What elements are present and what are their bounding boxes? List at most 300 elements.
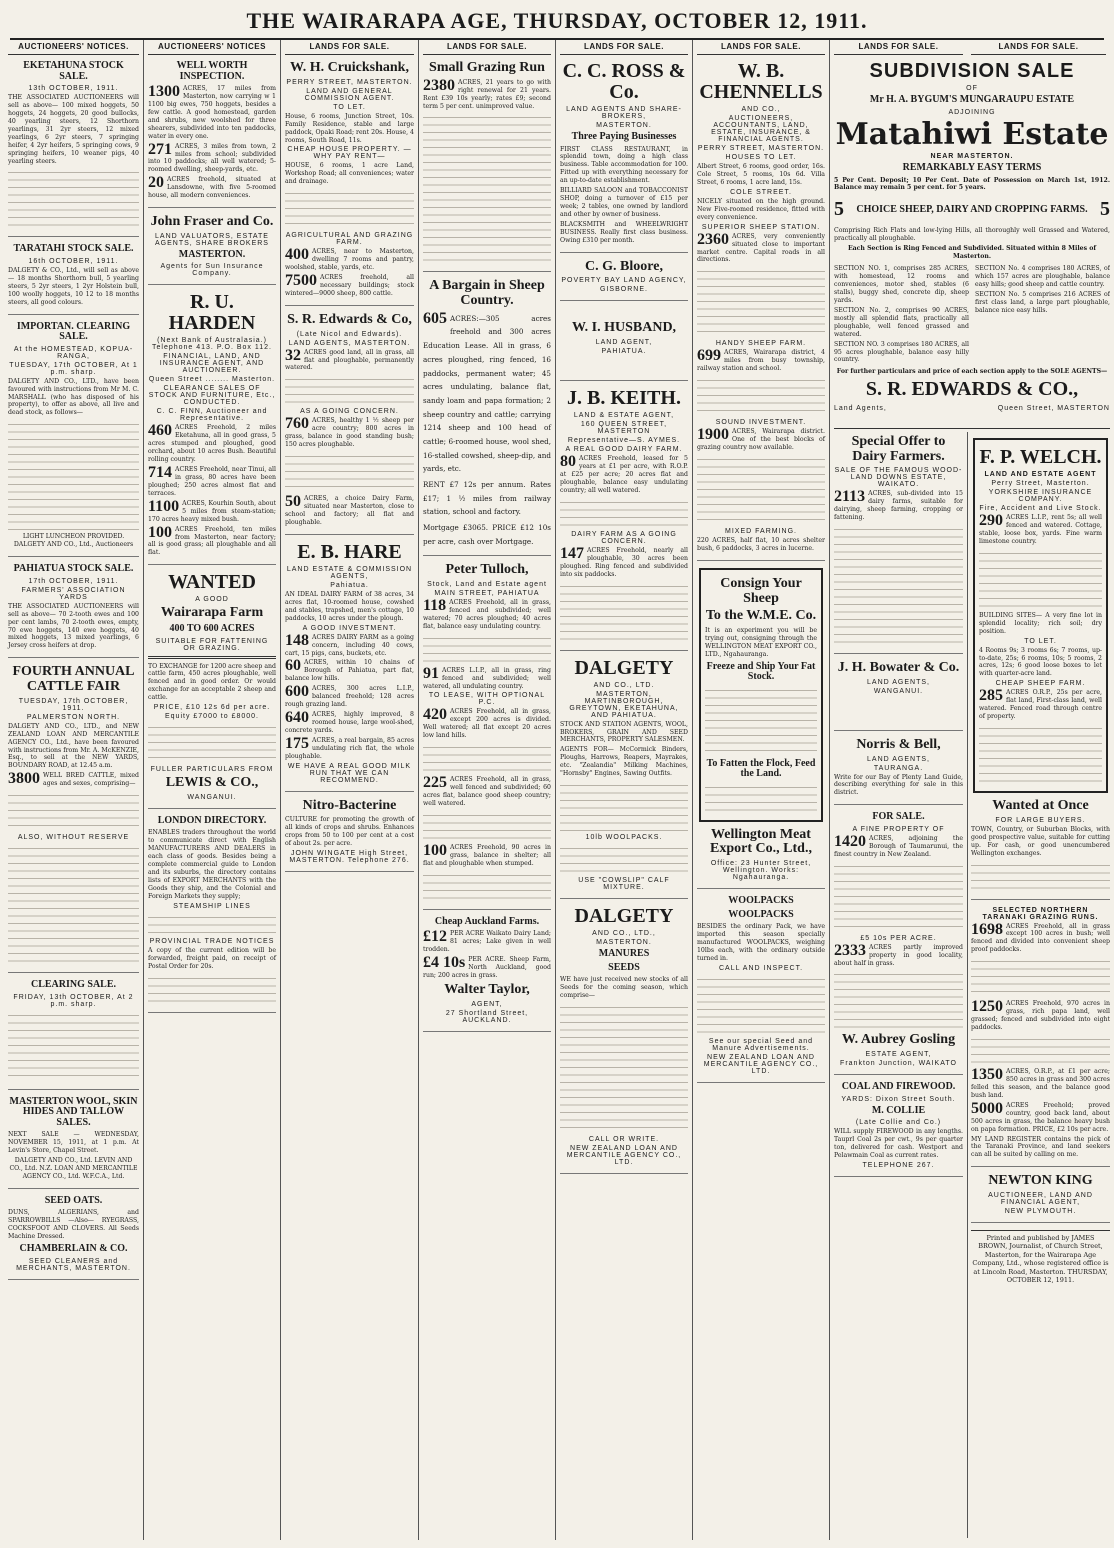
ad-town: NEW PLYMOUTH.	[1004, 1208, 1077, 1215]
ad-heading: CLEARING SALE.	[30, 979, 117, 991]
ad-heading: SUBDIVISION SALE	[869, 60, 1075, 82]
advertiser-name: W. I. HUSBAND,	[571, 320, 677, 336]
ad-for-sale-taumarunui	[834, 812, 963, 1075]
acreage-figure: 32	[285, 346, 301, 364]
acreage-figure: 7500	[285, 272, 317, 290]
ad-eketahuna-stock-sale	[8, 61, 139, 237]
ad-heading: SELECTED NORTHERN TARANAKI GRAZING RUNS.	[982, 906, 1099, 921]
ad-text: WELL BRED CATTLE, mixed ages and sexes, comprising—	[43, 772, 139, 788]
ad-text: NEXT SALE — WEDNESDAY, NOVEMBER 15, 1911, at 1 p.m. At Levin's Store, Chapel Street.	[8, 1131, 139, 1155]
section-3: SECTION NO. 3 comprises 180 ACRES, all 95 acres ploughable, balance easy hilly country.	[834, 340, 969, 364]
ad-woolpacks	[697, 896, 825, 1083]
column-5-heading: LANDS FOR SALE.	[560, 40, 688, 55]
ad-subheading: MIXED FARMING.	[725, 528, 797, 535]
ad-subheading: AS A GOING CONCERN.	[300, 408, 399, 416]
ad-text: House, 6 rooms, Junction Street, 10s. Family Residence, stable and large paddock, Opaki Road; rent 20s. House, 4 rooms, South Road, 11s.	[285, 112, 414, 144]
ad-heading: EKETAHUNA STOCK SALE.	[23, 60, 124, 82]
acreage-figure: 714	[148, 464, 172, 481]
ad-rent: RENT £7 12s per annum. Rates £17; 1 ½ miles from railway station, school and factory.	[423, 479, 551, 517]
acreage-figure: 1300	[148, 83, 180, 100]
column-2-heading: AUCTIONEERS' NOTICES	[148, 40, 276, 55]
ad-text: ACRES Freehold; proved country, good back land, about 500 acres in grass, the balance heavy bush on papa formation. PRICE, £2 10s per acre.	[971, 1101, 1110, 1133]
acreage-figure: 118	[423, 596, 447, 614]
advertiser-name: F. P. WELCH.	[979, 446, 1102, 468]
ad-dalgety	[560, 658, 688, 900]
acreage-figure: 699	[697, 347, 721, 365]
ad-wanted-at-once	[971, 799, 1110, 899]
ad-address: MAIN STREET, PAHIATUA	[434, 589, 540, 597]
ad-subheading: Freeze and Ship Your Fat Stock.	[706, 660, 816, 683]
ad-date: TUESDAY, 17th OCTOBER, 1911.	[18, 697, 129, 712]
column-3-heading: LANDS FOR SALE.	[285, 40, 414, 55]
ad-seed-oats	[8, 1196, 139, 1280]
ad-address: Office: 23 Hunter Street, Wellington. Works: Ngahauranga.	[710, 860, 812, 882]
ad-place: PALMERSTON NORTH.	[26, 713, 121, 721]
ad-subheading: AUCTIONEER, LAND AND FINANCIAL AGENT,	[988, 1192, 1093, 1206]
ad-subheading: To Fatten the Flock, Feed the Land.	[706, 757, 816, 780]
column-5	[556, 40, 693, 1540]
ad-text: TOWN, Country, or Suburban Blocks, with good prospective value, suitable for cutting up. For cash, or good unencumbered Wellington exchanges.	[971, 825, 1110, 857]
advertiser-name: C. G. Bloore,	[585, 258, 663, 274]
ad-text: ACRES, highly improved, 8 roomed house, large wool-shed, concrete yards.	[285, 711, 414, 734]
column-3	[281, 40, 419, 1540]
ad-date: TUESDAY, 17th OCTOBER, At 1 p.m. sharp.	[9, 361, 138, 376]
advertiser-name: W. H. Cruickshank,	[290, 60, 409, 75]
ad-footer: See our special Seed and Manure Advertisements.	[708, 1037, 814, 1052]
ad-text: STOCK AND STATION AGENTS, WOOL, BROKERS, GRAIN AND SEED MERCHANTS, PROPERTY SALESMEN.	[560, 720, 688, 744]
ad-fp-welch	[973, 438, 1108, 793]
small-print	[8, 1011, 139, 1081]
ad-text: ACRES, 21 years to go with right renewal for 21 years. Rent £39 10s yearly; rates £9; second term 5 per cent. unimproved value.	[423, 78, 551, 110]
ad-text: PER ACRE Waikato Dairy Land; 81 acres; Lake given in well trodden.	[423, 930, 551, 954]
ad-text: ACRES L.I.P., all in grass, ring fenced and subdivided; well watered, all undulating country.	[423, 666, 551, 690]
agent-address: Queen Street, MASTERTON	[997, 405, 1110, 413]
ad-subheading: AND CO.,	[741, 106, 781, 113]
ad-text: ACRES, a choice Dairy Farm, situated near Masterton, close to school and factory; all flat and ploughable.	[285, 495, 414, 526]
advertiser-name: E. B. HARE	[297, 540, 402, 563]
price-figure: £4 10s	[423, 954, 466, 972]
ad-subheading: 10lb WOOLPACKS.	[585, 834, 663, 842]
small-print	[423, 743, 551, 773]
estate-name: Matahiwi Estate	[835, 116, 1109, 152]
ad-text: ACRES:—305 acres freehold and 300 acres Education Lease. All in grass, 6 acres ploughed, ring fenced, 16 paddocks, permanent water; 45 acres undulating, balance flat, sandy loam and papa formation; 2 sheep country and cattle; carrying 1214 sheep and 100 head of cattle; 6-roomed house, wool shed, 16-stalled cowshed, sheep-dip, and yards, etc.	[423, 313, 551, 474]
ad-heading: Wanted at Once	[992, 798, 1089, 814]
ad-text: WE have just received new stocks of all Seeds for the coming season, which comprise—	[560, 976, 688, 999]
ad-branches: MASTERTON, MARTINBOROUGH, GREYTOWN, EKETAHUNA, AND PAHIATUA.	[569, 690, 679, 719]
ad-heading: TARATAHI STOCK SALE.	[13, 243, 134, 255]
ad-text: Comprising Rich Flats and low-lying Hills, all thoroughly well Grassed and Watered, practically all ploughable.	[834, 227, 1110, 243]
small-print	[423, 634, 551, 664]
ad-text: TO EXCHANGE for 1200 acre sheep and cattle farm, 450 acres ploughable, well fenced and in good order. Or would exchange for an acceptable 2 sheep and cattle.	[148, 662, 276, 702]
ad-harden	[148, 292, 276, 565]
ad-bowater	[834, 661, 963, 731]
ad-payment-terms: 5 Per Cent. Deposit; 10 Per Cent. Date of Possession on March 1st, 1912. Balance may remain 5 per cent. for 5 years.	[834, 176, 1110, 192]
ad-text: ACRES, Wairarapa district, 4 miles from busy township, railway station and school.	[697, 349, 825, 373]
small-print	[560, 582, 688, 642]
ad-text: ACRES Freehold, near Tinui, all in grass, 80 acres have been ploughed; 250 acres almost flat and terraces.	[148, 466, 276, 497]
advertiser-name: Walter Taylor,	[444, 981, 530, 997]
acreage-figure: 460	[148, 422, 172, 440]
ad-text: BLACKSMITH and WHEELWRIGHT BUSINESS. Really first class business. Owing £310 per month.	[560, 220, 688, 244]
ad-role: FINANCIAL, LAND, AND INSURANCE AGENT, AND AUCTIONEER.	[159, 353, 265, 375]
ad-date: 13th OCTOBER, 1911.	[28, 85, 119, 92]
ad-heading: WOOLPACKS	[728, 908, 794, 920]
ad-telephone: TELEPHONE 267.	[862, 1161, 935, 1169]
ad-heading: A Bargain in Sheep Country.	[429, 278, 545, 309]
ad-address: PERRY STREET, MASTERTON.	[697, 145, 825, 152]
ad-town: GISBORNE.	[600, 286, 648, 294]
ad-subdivision-sale	[834, 58, 1110, 428]
publisher-imprint: Printed and published by JAMES BROWN, Journalist, of Church Street, Masterton, for the Wairarapa Age Company, Ltd., whose registered office is at Lincoln Road, Masterton. THURSDAY, OCTOBER 12, 1911.	[971, 1230, 1110, 1285]
ad-text: AN IDEAL DAIRY FARM of 38 acres, 34 acres flat, 10-roomed house, cowshed and stables, trapshed, men's cottage, 10 paddocks, 10 acres under the plough.	[285, 590, 414, 622]
ad-subheading: LAND ESTATE & COMMISSION AGENTS,	[286, 565, 413, 580]
acreage-figure: 3800	[8, 770, 40, 788]
ad-wme-consign	[699, 568, 823, 822]
ad-footer: SEED CLEANERS and MERCHANTS, MASTERTON.	[16, 1257, 131, 1272]
ad-text: ACRES, 300 acres L.I.P., balanced freehold; 128 acres rough grazing land.	[285, 685, 414, 709]
ad-heading: Cheap Auckland Farms.	[434, 915, 540, 927]
small-print	[285, 189, 414, 229]
ad-subheading: SALE OF THE FAMOUS WOOD-LAND DOWNS ESTATE, WAIKATO.	[834, 467, 963, 489]
ad-subheading: AND CO., LTD.,	[592, 930, 656, 938]
ad-representative: Representative—S. AYMES.	[567, 437, 681, 445]
acreage-figure: 1100	[148, 497, 180, 515]
small-print	[560, 844, 688, 874]
ad-price: PRICE, £10 12s 6d per acre.	[153, 704, 271, 712]
ad-address: Queen Street ........ Masterton.	[148, 376, 276, 384]
five-figure: 5	[834, 198, 844, 221]
column-7-lower	[834, 432, 968, 1538]
ad-heading: WOOLPACKS	[728, 895, 794, 907]
ad-text: ACRES Freehold, all in grass except 100 acres in bush; well fenced and divided into convenient sheep proof paddocks.	[971, 922, 1110, 954]
acreage-figure: 2113	[834, 488, 866, 506]
small-print	[423, 871, 551, 901]
small-print	[697, 267, 825, 337]
ad-heading: FOURTH ANNUAL CATTLE FAIR	[12, 664, 135, 694]
ad-text: ENABLES traders throughout the world to communicate direct with English MANUFACTURERS AND DEALERS in each class of goods. Besides being a complete commercial guide to London and its suburbs, the directory contains lists of EXPORT MERCHANTS with the Goods they ship, and the Colonial and Foreign Markets they supply;	[148, 829, 276, 900]
ad-text: A copy of the current edition will be forwarded, freight paid, on receipt of Postal Order for 20s.	[148, 946, 276, 970]
acreage-figure: 80	[560, 453, 576, 471]
ad-text: WILL supply FIREWOOD in any lengths. Tauprl Coal 2s per cwt., 9s per quarter ton, delivered for cash. Westport and Pelawmain Coal as current rates.	[834, 1128, 963, 1159]
ad-subheading: LAND AGENTS, MASTERTON.	[288, 339, 411, 347]
ad-london-directory	[148, 816, 276, 1013]
ad-clearing-sale	[8, 322, 139, 558]
ad-heading: MASTERTON WOOL, SKIN HIDES AND TALLOW SALES.	[9, 1095, 138, 1128]
small-print	[560, 498, 688, 528]
acreage-figure: 1698	[971, 920, 1003, 938]
ad-text: DALGETY & CO., Ltd., will sell as above— 18 months Shorthorn bull, 5 yearling steers, 5 2yr steers, 1 2yr Holstein bull, 100 woolly hoggets, 10 12 to 18 months steers, all good colours.	[8, 266, 139, 306]
ad-newton-king	[971, 1174, 1110, 1223]
ad-text: ACRES, adjoining the Borough of Taumarunui, the finest country in New Zealand.	[834, 834, 963, 858]
ad-heading: FOR SALE.	[872, 811, 925, 823]
ad-subheading: LAND & ESTATE AGENT,	[573, 412, 675, 420]
ad-subheading: At the HOMESTEAD, KOPUA-RANGA,	[13, 345, 134, 360]
column-1	[4, 40, 144, 1540]
ad-address: 160 QUEEN STREET, MASTERTON	[580, 421, 668, 436]
ad-insurance: YORKSHIRE INSURANCE COMPANY.	[988, 489, 1093, 503]
advertiser-name: J. H. Bowater & Co.	[837, 660, 960, 676]
ad-coal-firewood	[834, 1082, 963, 1177]
ad-heading: LONDON DIRECTORY.	[157, 814, 267, 826]
ad-town: MASTERTON.	[596, 122, 652, 129]
ad-subheading: TO LET.	[1024, 637, 1057, 645]
ad-wanted-farm	[148, 572, 276, 809]
small-print	[560, 781, 688, 831]
small-print	[705, 783, 817, 813]
ad-text: ACRES Freehold, ten miles from Masterton, near factory; all is good grass; all ploughable and all flat.	[148, 525, 276, 557]
ad-date: 17th OCTOBER, 1911.	[28, 577, 119, 585]
ad-signature: JOHN WINGATE High Street, MASTERTON. Telephone 276.	[289, 850, 410, 865]
ad-heading: Small Grazing Run	[429, 60, 545, 75]
ad-text: ACRES partly improved property in good locality, about half in grass.	[834, 943, 963, 967]
ad-heading: WANTED	[168, 571, 256, 594]
ad-sr-edwards	[285, 313, 414, 535]
ad-subheading: CHEAP SHEEP FARM.	[995, 680, 1086, 688]
ad-text: ACRES, sub-divided into 15 dairy farms, suitable for dairying, sheep farming, cropping or fattening.	[834, 490, 963, 522]
acreage-figure: 285	[979, 687, 1003, 705]
ad-date: 16th OCTOBER, 1911.	[28, 257, 119, 265]
acreage-figure: 600	[285, 683, 309, 701]
ad-text: ACRES Freehold, 90 acres in grass, balance in shelter; all flat and ploughable when stumped.	[423, 843, 551, 867]
ad-text: 4 Rooms 9s; 3 rooms 6s; 7 rooms, up-to-date, 25s; 6 rooms, 10s; 5 rooms, 2 acres, 12s; 6 good loose boxes to let with quarter-acre land.	[979, 646, 1102, 678]
ad-address: PERRY STREET, MASTERTON.	[286, 78, 413, 86]
ad-address: Frankton Junction, WAIKATO	[840, 1060, 957, 1068]
acreage-figure: 147	[560, 544, 584, 562]
acreage-figure: 605	[423, 309, 447, 327]
ad-subheading: HANDY SHEEP FARM.	[715, 340, 807, 348]
ad-subheading: SUPERIOR SHEEP STATION.	[701, 223, 821, 231]
acreage-figure: 1900	[697, 426, 729, 444]
section-2: SECTION No. 2, comprises 90 ACRES, mostly all splendid flats, practically all ploughable, well fenced grassed and watered.	[834, 306, 969, 338]
ad-text: ACRES, very conveniently situated close to important market centre. Capital roads in all directions.	[697, 232, 825, 264]
small-print	[148, 974, 276, 1004]
small-print	[697, 376, 825, 416]
ad-range: 400 TO 600 ACRES	[169, 623, 255, 634]
ad-auckland-farms	[423, 917, 551, 1032]
ad-subheading: LAND AGENT,	[595, 339, 653, 347]
spanning-rule	[834, 428, 1110, 429]
ad-subheading: FOR LARGE BUYERS.	[995, 816, 1086, 824]
ad-town: Pahiatua.	[330, 581, 369, 589]
ad-signature: NEW ZEALAND LOAN AND MERCANTILE AGENCY CO., LTD.	[566, 1144, 682, 1166]
small-print	[697, 455, 825, 525]
ad-text: DUNS, ALGERIANS, and SPARROWBILLS —Also— RYEGRASS, COCKSFOOT AND CLOVERS. All Seeds Machine Dressed.	[8, 1209, 139, 1241]
ad-subheading: TO LET.	[333, 103, 366, 111]
ad-footer: LIGHT LUNCHEON PROVIDED. DALGETY AND CO., Ltd., Auctioneers	[13, 533, 134, 549]
ad-text: BUILDING SITES— A very fine lot in splendid locality; rich soil; dry position.	[979, 611, 1102, 635]
ad-subheading: Fire, Accident and Live Stock.	[979, 505, 1102, 512]
ad-text: ACRES Freehold, 970 acres in grass, rich papa land, well grassed; fenced and subdivided into eight paddocks.	[971, 1000, 1110, 1032]
acreage-figure: 1250	[971, 998, 1003, 1016]
small-print	[285, 452, 414, 492]
ad-eb-hare	[285, 542, 414, 792]
ad-cruickshank	[285, 61, 414, 306]
ad-text: THE ASSOCIATED AUCTIONEERS will sell as above— 100 mixed hoggets, 50 hoggets, 24 hoggets, 20 good bullocks, 40 yearling steers, 12 Shorthorn yearlings, 31 2yr steers, 12 mixed yearlings, 6 2yr steers, 7 springing heifer, 4 2yr heifers, 5 springing cows, 9 springing heifers, 10 weaner pigs, 40 yearling steers.	[8, 94, 139, 165]
ad-text: BESIDES the ordinary Pack, we have imported this season specially manufactured WOOLPACKS, weighing 10lbs each, with the ordinary outside turned in.	[697, 923, 825, 962]
ad-footer: WE HAVE A REAL GOOD MILK RUN THAT WE CAN RECOMMEND.	[287, 762, 412, 784]
ad-text: ACRES Freehold, 2 miles Eketahuna, all in good grass, 5 acres stumped and ploughed, good orchard, about 10 acres Bush. Beautiful rolling country.	[148, 424, 276, 464]
ad-subheading: CHOICE SHEEP, DAIRY AND CROPPING FARMS.	[856, 203, 1088, 215]
advertiser-name: W. Aubrey Gosling	[841, 1032, 956, 1048]
ad-subheading: LAND AND ESTATE AGENT	[984, 471, 1097, 478]
acreage-figure: 290	[979, 512, 1003, 529]
ad-text: Write for our Bay of Plenty Land Guide, describing everything for sale in this district.	[834, 773, 963, 797]
ad-heading: SEED OATS.	[44, 1194, 103, 1206]
ad-text: ACRES, healthy 1 ½ sheep per acre country; 800 acres in grass, balance in good standing bush; 150 acres ploughable.	[285, 417, 414, 449]
ad-heading: SEEDS	[608, 961, 640, 973]
advertiser-name: NEWTON KING	[988, 1173, 1093, 1189]
ad-subheading: Stock, Land and Estate agent	[427, 580, 547, 588]
ad-choice-banner	[834, 196, 1110, 223]
ad-text: It is an experiment you will be trying out, consigning through the WELLINGTON MEAT EXPORT CO., LTD., Ngahauranga.	[705, 626, 817, 658]
ad-text: ACRES Freehold, all in grass, fenced and subdivided; well watered; 70 acres ploughed; 40 acres flat, balance easy undulating country.	[423, 598, 551, 630]
ad-chennells	[697, 61, 825, 561]
divider	[148, 656, 276, 659]
ad-subheading: LAND AGENTS,	[867, 678, 930, 686]
column-4	[419, 40, 556, 1540]
acreage-figure: 420	[423, 706, 447, 724]
advertiser-name: C. C. ROSS & Co.	[562, 60, 686, 103]
advertiser-name: LEWIS & CO.,	[165, 775, 259, 791]
advertiser-name: CHAMBERLAIN & CO.	[19, 1243, 128, 1255]
column-4-heading: LANDS FOR SALE.	[423, 40, 551, 55]
ad-heading: To the W.M.E. Co.	[705, 608, 817, 624]
acreage-figure: 20	[148, 174, 164, 192]
ad-mortgage: Mortgage £3065. PRICE £12 10s per acre, cash over Mortgage.	[423, 522, 551, 546]
ad-heading: MANURES	[598, 948, 650, 960]
ad-john-fraser	[148, 215, 276, 285]
ad-text: Albert Street, 6 rooms, good order, 16s. Cole Street, 5 rooms, 10s 6d. Villa Street, 6 rooms, 1 acre land, 15s.	[697, 163, 825, 186]
ad-text: ACRES L.I.P., rent 5s; all well fenced and watered. Cottage, stable, loose box, yards. Fine warm limestone country.	[979, 514, 1102, 545]
ad-subheading: TO LEASE, WITH OPTIONAL P.C.	[428, 692, 546, 707]
column-6	[693, 40, 830, 1540]
ad-peter-tulloch	[423, 563, 551, 910]
ad-subheading: CHEAP HOUSE PROPERTY. —WHY PAY RENT—	[287, 146, 412, 161]
ad-jb-keith	[560, 388, 688, 650]
ad-terms: REMARKABLY EASY TERMS	[902, 162, 1042, 173]
ad-text: ACRES Freehold, leased for 5 years at £1 per acre, with R.O.P. at £25 per acre; 20 acres flat and ploughable, balance easy undulating country; all well watered.	[560, 455, 688, 494]
ad-town: MASTERTON.	[178, 248, 246, 260]
small-print	[971, 957, 1110, 997]
price-figure: £12	[423, 928, 447, 946]
column-1-heading: AUCTIONEERS' NOTICES.	[8, 40, 139, 55]
ad-subheading: SUITABLE FOR FATTENING OR GRAZING.	[155, 637, 269, 652]
ad-text: ACRES, 17 miles from Masterton, now carrying w 1 1100 big ewes, 750 hoggets, besides a few cattle. A good homestead, garden and shrubs, new woolshed for three shearers, subdivided into ten paddocks, water in every one.	[148, 85, 276, 140]
agent-name: S. R. EDWARDS & CO.,	[865, 378, 1079, 401]
sections-grid	[834, 263, 1110, 366]
small-print	[971, 861, 1110, 891]
ad-equity: Equity £7000 to £8000.	[164, 713, 259, 721]
ad-heading: Nitro-Bacterine	[302, 797, 397, 813]
ad-subheading: ALSO, WITHOUT RESERVE	[17, 834, 130, 842]
ad-footer: Agents for Sun Insurance Company.	[160, 263, 264, 278]
ad-text: DALGETY AND CO., LTD., and NEW ZEALAND LOAN AND MERCANTILE AGENCY CO., Ltd., have been favoured with instructions from Mr. A. McKENZIE, Esq., to sell at the NEW YARDS, BOUNDARY ROAD, at 12.45 a.m.	[8, 722, 139, 770]
ad-nitro-bacterine	[285, 799, 414, 872]
small-print	[148, 723, 276, 763]
column-2	[144, 40, 281, 1540]
column-7-heading: LANDS FOR SALE.	[834, 40, 963, 55]
ad-text: ACRES Freehold, all in grass, well fenced and subdivided; 60 acres flat, balance good sheep country; well watered.	[423, 776, 551, 808]
ad-text: FIRST CLASS RESTAURANT, in splendid town, doing a high class business. Table accommodation for 100. Fitted up with everything necessary for an up-to-date establishment.	[560, 145, 688, 185]
ad-text: ACRES DAIRY FARM as a going concern, including 40 cows, cart, 15 pigs, cans, buckets, etc.	[285, 633, 414, 657]
small-print	[8, 791, 139, 831]
ad-agents: AGENTS FOR— McCormick Binders, Ploughs, Harrows, Reapers, Mayrakes, etc. "Zealandia" Milking Machines, "Hornsby" Engines, Sawing Outfits.	[560, 746, 688, 778]
section-1: SECTION NO. 1, comprises 285 ACRES, with homestead, 12 rooms and conveniences, motor shed, stables (6 stalls), buggy shed, concrete dip, sheep yards.	[834, 265, 969, 304]
ad-town: WANGANUI.	[187, 793, 237, 801]
ad-subheading: HOUSES TO LET.	[725, 154, 797, 161]
ad-dalgety-seeds	[560, 906, 688, 1174]
agent-footer	[834, 403, 1110, 414]
acreage-figure: 760	[285, 415, 309, 433]
ad-subheading: (Next Bank of Australasia.) Telephone 413. P.O. Box 112.	[152, 337, 272, 352]
small-print	[560, 1003, 688, 1133]
ad-role: ESTATE AGENT,	[865, 1051, 932, 1059]
acreage-figure: 175	[285, 734, 309, 752]
ad-text: MY LAND REGISTER contains the pick of the Taranaki Province, and land seekers can all be suited by calling on me.	[971, 1135, 1110, 1159]
ad-agent: C. C. FINN, Auctioneer and Representative.	[156, 408, 268, 423]
ad-text: CULTURE for promoting the growth of all kinds of crops and shrubs. Enhances crops from 50 to 100 per cent at a cost of about 2s. per acre.	[285, 816, 414, 848]
column-8-lower	[971, 432, 1110, 1538]
ad-special-offer	[834, 435, 963, 654]
ad-footer: CALL OR WRITE.	[588, 1135, 660, 1143]
small-print	[971, 1035, 1110, 1065]
ad-title: Wairarapa Farm	[160, 605, 264, 621]
ad-subheading: YARDS: Dixon Street South.	[841, 1095, 956, 1103]
ad-well-worth-inspection	[148, 61, 276, 208]
ad-heading: PAHIATUA STOCK SALE.	[13, 563, 134, 575]
section-4: SECTION No. 4 comprises 180 ACRES, of which 157 acres are ploughable, balance easy hills; good sheep and cattle country.	[975, 265, 1110, 288]
acreage-figure: 1420	[834, 832, 866, 850]
advertiser-name: R. U. HARDEN	[168, 291, 256, 335]
ad-subheading: A REAL GOOD DAIRY FARM.	[565, 446, 683, 454]
small-print	[8, 844, 139, 964]
acreage-figure: 640	[285, 709, 309, 727]
ad-subheading: AGRICULTURAL AND GRAZING FARM.	[285, 232, 414, 247]
ad-heading: Consign Your Sheep	[720, 575, 802, 606]
ad-address: 27 Shortland Street, AUCKLAND.	[445, 1009, 529, 1024]
advertiser-name: W. B. CHENNELLS	[699, 60, 823, 103]
ad-subheading: A GOOD	[195, 596, 229, 604]
advertiser-name: Peter Tulloch,	[445, 562, 529, 578]
advertiser-name: S. R. Edwards & Co,	[287, 311, 412, 327]
acreage-figure: 400	[285, 246, 309, 264]
ad-town: PAHIATUA.	[601, 348, 647, 356]
small-print	[8, 420, 139, 530]
five-figure: 5	[1100, 198, 1110, 221]
ad-heading: WELL WORTH INSPECTION.	[176, 60, 248, 82]
ad-town: TAURANGA.	[873, 764, 924, 772]
ad-text: ACRES Freehold, nearly all ploughable, 30 acres been ploughed. Ring fenced and subdivided into six paddocks.	[560, 546, 688, 578]
advertiser-name: Wellington Meat Export Co., Ltd.,	[710, 826, 812, 857]
acreage-figure: 1350	[971, 1066, 1003, 1083]
ad-text: ACRES, Kourhin South, about 5 miles from steam-station; 170 acres heavy mixed bush.	[148, 499, 276, 523]
small-print	[834, 525, 963, 645]
acreage-figure: 5000	[971, 1099, 1003, 1117]
ad-subheading: LAND AGENTS,	[867, 755, 930, 763]
ad-cc-ross	[560, 61, 688, 253]
small-print	[697, 975, 825, 1035]
ad-subheading: USE "COWSLIP" CALF MIXTURE.	[578, 877, 670, 892]
advertiser-name: J. B. KEITH.	[567, 387, 681, 410]
ad-text: ACRES, Wairarapa district. One of the best blocks of grazing country now available.	[697, 428, 825, 452]
acreage-figure: 100	[423, 841, 447, 859]
ad-price: £5 10s PER ACRE.	[860, 934, 937, 942]
column-6-heading: LANDS FOR SALE.	[697, 40, 825, 55]
ad-of: OF	[966, 85, 978, 92]
ad-text: ACRES freehold, situated at Lansdowne, with five 5-roomed house, all modern conveniences.	[148, 176, 276, 200]
ad-wool-sales	[8, 1097, 139, 1189]
ad-husband	[560, 321, 688, 381]
